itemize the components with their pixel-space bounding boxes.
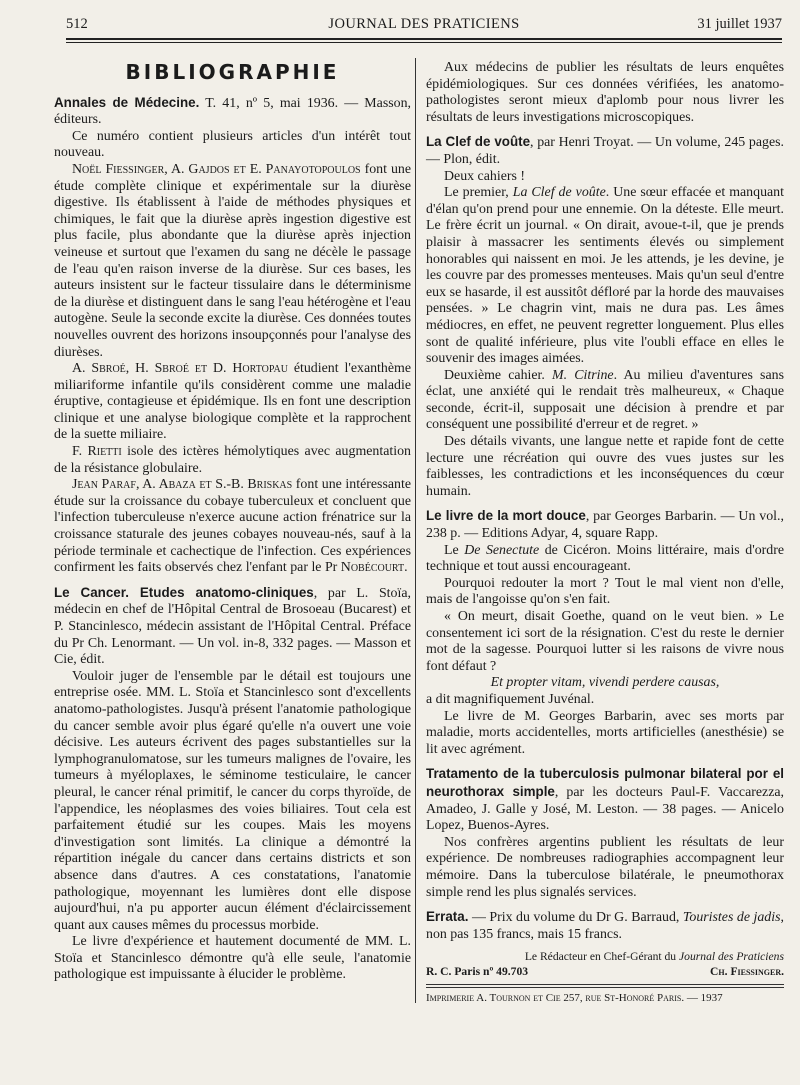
column-divider [415, 58, 416, 1003]
review-reference: , par Georges Barbarin. — Un vol., 238 p. — Editions Adyar, 4, square Rapp. [426, 509, 784, 542]
author-names: Jean Paraf, A. Abaza et S.-B. Briskas [72, 477, 293, 493]
paragraph: Nos confrères argentins publient les résultats de leur expérience. De nombreuses radiographies accompagnent leur mémoire. Dans la tuberculose bilatérale, le pneumothorax simple rend les plus signalés services. [426, 834, 784, 900]
author-names: Nobécourt [340, 560, 405, 576]
issue-date: 31 juillet 1937 [697, 16, 782, 32]
journal-name: Journal des Praticiens [679, 950, 784, 963]
registration-number: R. C. Paris nº 49.703 [426, 965, 529, 978]
journal-title: JOURNAL DES PRATICIENS [328, 16, 520, 32]
review-heading [54, 585, 411, 669]
paragraph [54, 477, 411, 577]
review-title: Annales de Médecine. [54, 94, 200, 110]
review-title: Le Cancer. Etudes anatomo-cliniques [54, 584, 314, 600]
book-title: M. Citrine [552, 367, 614, 383]
paragraph: Vouloir juger de l'ensemble par le détail est toujours une entreprise osée. MM. L. Stoïa et Stancinlesco sont d'excellents anatomo-pathologistes. Jusqu'à présent l'anatomie pathologique du cancer semble avoir plus égaré qu'elle n'a ouvert une voie décisive. Les auteurs écrivent des pages substantielles sur la lymphogranulomatose, sur les tumeurs malignes de l'ovaire, les tumeurs à myéloplaxes, le séminome testiculaire, le cancer pleural, le cancer rénal primitif, le cancer du corps thyroïde, de l'appendice, les néoplasmes des voies biliaires. Tout cela est parfaitement étudié sur les coupes. Mais les moyens d'investigation sont limités. La clinique a démontré la répartition inégale du cancer dans certains districts et son absence dans d'autres. A ces constatations, l'anatomie pathologique, moyennant les lumières dont elle dispose aujourd'hui, n'a pu apporter aucun élément d'éclaircissement quant aux causes mêmes du processus morbide. [54, 668, 411, 933]
printer-imprint: Imprimerie A. Tournon et Cie 257, rue St-Honoré Paris. — 1937 [426, 992, 723, 1004]
paragraph: Le livre de M. Georges Barbarin, avec ses morts par maladie, morts accidentelles, morts artificielles (anesthésie) se lit avec agrément. [426, 708, 784, 757]
paragraph: Ce numéro contient plusieurs articles d'un intérêt tout nouveau. [54, 128, 411, 161]
quotation: Et propter vitam, vivendi perdere causas, [490, 675, 720, 691]
author-names: A. Sbroé, H. Sbroé et D. Hortopau [72, 361, 288, 377]
running-header [66, 16, 782, 38]
paragraph [426, 543, 784, 576]
author-names: F. Rietti [72, 444, 122, 460]
paragraph: a dit magnifiquement Juvénal. [426, 691, 595, 707]
paragraph-text: Le premier, [444, 185, 513, 201]
paragraph: Des détails vivants, une langue nette et rapide font de cette lecture une récréation qui ouvre des vues justes sur les faiblesses, les contradictions et les inconséquences du cœur humain. [426, 434, 784, 499]
paragraph [426, 185, 784, 368]
book-title: De Senectute [464, 542, 540, 558]
paragraph [54, 162, 411, 361]
paragraph: Deux cahiers ! [444, 168, 525, 184]
footer-rule-thin [426, 987, 784, 988]
paragraph-text: étudient l'exanthème miliariforme infantile qu'ils considèrent comme une maladie éruptive, contagieuse et épidémique. Ils en font une description clinique et une analyse biologique complète et la rapprochent de la suette miliaire. [54, 361, 411, 443]
editor-name: Ch. Fiessinger. [710, 965, 784, 978]
paragraph [426, 368, 784, 434]
errata-title: Errata. [426, 909, 469, 925]
paragraph: « On meurt, disait Goethe, quand on le veut bien. » Le consentement ici sort de la résignation. C'est du reste le dernier mot de la sagesse. Pourquoi lutter si les raisons de vivre nous font défaut ? [426, 609, 784, 674]
book-title: La Clef de voûte [512, 185, 606, 201]
footer-rule [426, 984, 784, 985]
paragraph: Aux médecins de publier les résultats de leurs enquêtes épidémiologiques. Sur ces données vérifiées, les anatomo-pathologistes seront mieux d'aplomb pour nous livrer les résultats de leurs investigations microscopiques. [426, 60, 784, 125]
right-column [426, 60, 784, 943]
paragraph-text: — Prix du volume du Dr G. Barraud, [468, 910, 683, 926]
paragraph-text: de Cicéron. Moins littéraire, mais d'ordre technique et tout aussi encourageant. [426, 542, 785, 575]
review-reference: , par Henri Troyat. — Un volume, 245 pages. — Plon, édit. [426, 135, 784, 167]
paragraph-text: font une étude complète clinique et expérimentale sur la diurèse digestive. Ils établissent à l'aide de méthodes physiques et chimiques, le fait que la diurèse après ingestion digestive est plus facile, plus abondante que la diurèse après injection veineuse et surtout que l'examen du sang ne décèle le passage de l'eau qu'en raison inverse de la diurèse. Sur ces bases, les auteurs insistent sur le facteur tissulaire dans le déterminisme de la diurèse et distinguent dans le sang l'eau hétérogène et l'eau autogène. Seule la seconde excite la diurèse. Ces données toutes nouvelles ouvrent des horizons insoupçonnés pour l'analyse des diurèses. [54, 161, 411, 360]
paragraph: Pourquoi redouter la mort ? Tout le mal vient non d'elle, mais de l'angoisse qu'on s'en fait. [426, 575, 784, 608]
review-heading [426, 134, 784, 168]
review-reference: , par les docteurs Paul-F. Vaccarezza, Amadeo, J. Galle y José, M. Leston. — 38 pages. — Anicelo Lopez, Buenos-Ayres. [426, 784, 784, 834]
review-title: Tratamento de la tuberculosis pulmonar bilateral por el neurothorax simple [426, 766, 784, 799]
paragraph-text: isole des ictères hémolytiques avec augmentation de la résistance globulaire. [54, 444, 411, 476]
page-number: 512 [66, 16, 88, 32]
editor-text: Le Rédacteur en Chef-Gérant du [524, 950, 680, 963]
review-heading [426, 766, 784, 834]
paragraph-text: . [404, 560, 408, 576]
paragraph-text: , non pas 135 francs, mais 15 francs. [426, 910, 784, 942]
paragraph [54, 361, 411, 444]
book-title: Touristes de jadis [682, 910, 781, 926]
editor-line [426, 950, 784, 963]
paragraph: Le livre d'expérience et hautement documenté de MM. L. Stoïa et Stancinlesco démontre qu'à elle seule, l'anatomie pathologique est impuissante à élucider le problème. [54, 934, 411, 983]
paragraph-text: . Au milieu d'aventures sans éclat, une anxiété qui le rendait très malheureux, « Chaque seconde, écrit-il, supposait une décision à prendre et par conséquent une possibilité d'erreur et de regret. » [426, 367, 784, 433]
review-heading [426, 508, 784, 542]
page-title: BIBLIOGRAPHIE [125, 60, 340, 84]
review-reference: T. 41, nº 5, mai 1936. — Masson, éditeurs. [54, 95, 412, 128]
errata [426, 909, 784, 943]
left-column [54, 60, 411, 984]
header-rule-thin [66, 42, 782, 43]
paragraph [54, 444, 411, 477]
header-rule [66, 38, 782, 40]
paragraph-text: Deuxième cahier. [444, 367, 553, 383]
paragraph-text: font une intéressante étude sur la croissance du cobaye tuberculeux et concluent que l'infection tuberculeuse n'exerce aucune action frénatrice sur la croissance staturale des jeunes cobayes nouveau-nés, sauf à la période terminale et cachectique de l'infection. Ces expériences confirment les faits observés chez l'enfant par le Pr [54, 477, 411, 576]
author-names: Noël Fiessinger, A. Gajdos et E. Panayotopoulos [72, 161, 361, 177]
paragraph-text: . Une sœur effacée et manquant d'élan qu'on prend pour une ennemie. On la déteste. Elle meurt. Le frère écrit un journal. « On dirait, avoue-t-il, que je prends plaisir à massacrer les sentiments élevés ou simplement honorables qui naissent en moi. Je les attends, je les devine, je les couvre par des promesses menteuses. Mais qu'un seul d'entre eux se hasarde, il est aussitôt défloré par la horde des mauvaises pensées. » Le chagrin vint, mais ne dura pas. Les âmes médiocres, en effet, ne peuvent regretter longuement. Plus elles sont de qualité inférieure, plus vite l'oubli efface en elles le souvenir des images aimées. [426, 185, 784, 367]
review-title: Le livre de la mort douce [426, 508, 586, 524]
review-heading [54, 95, 411, 129]
paragraph-text: Le [444, 542, 465, 558]
review-title: La Clef de voûte [426, 134, 531, 150]
review-reference: , par L. Stoïa, médecin en chef de l'Hôpital Central de Brosoeau (Bucarest) et P. Stancinlesco, médecin assistant de l'Hôpital Central. Préface du Pr Ch. Lenormant. — Un vol. in-8, 332 pages. — Masson et Cie, édit. [54, 585, 411, 668]
